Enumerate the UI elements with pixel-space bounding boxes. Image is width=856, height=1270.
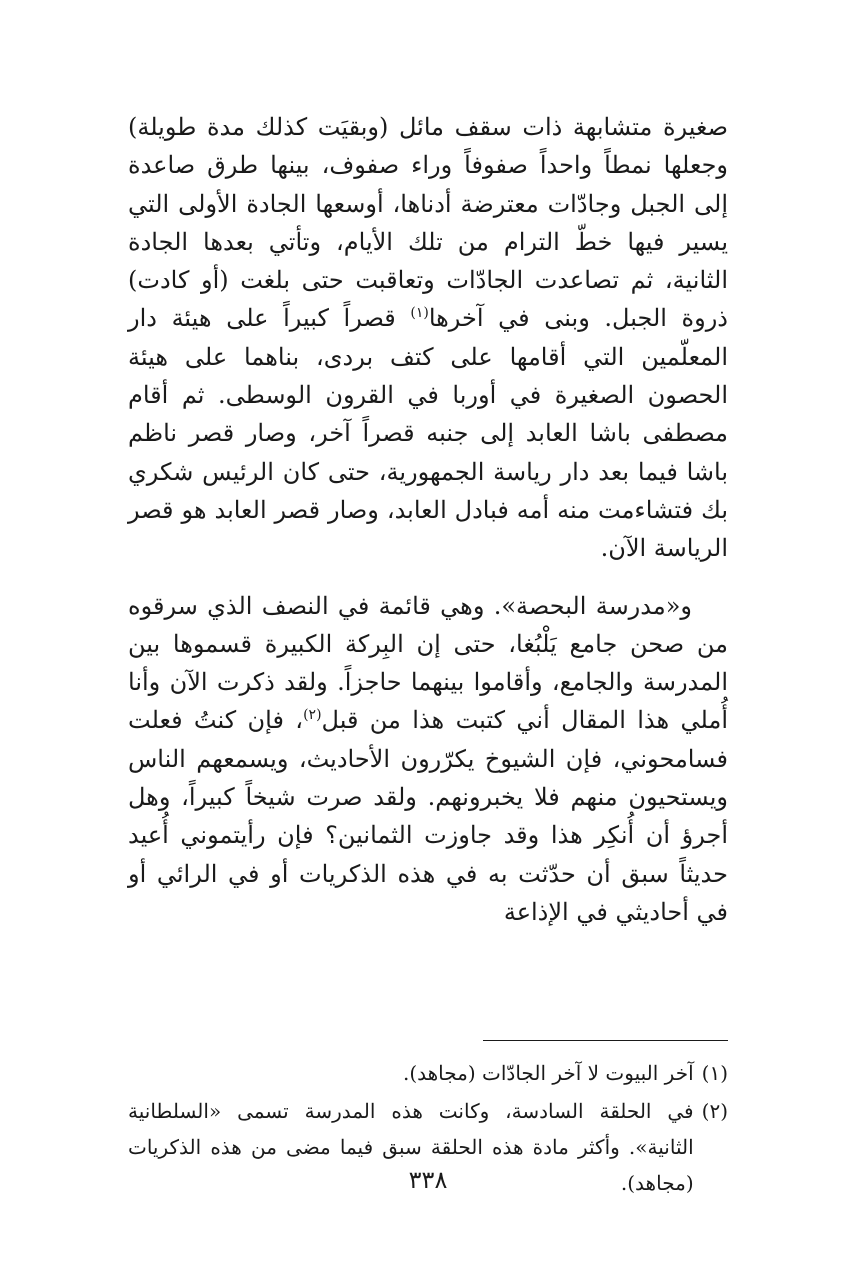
footnote-number: (١) [701, 1061, 728, 1085]
footnote-1 [128, 1055, 728, 1091]
footnote-ref-1: (١) [410, 305, 429, 322]
footnote-text: في الحلقة السادسة، وكانت هذه المدرسة تسمى «السلطانية الثانية». وأكثر مادة هذه الحلقة سبق فيما مضى من هذه الذكريات (مجاهد). [128, 1099, 694, 1195]
paragraph-1 [128, 108, 728, 568]
paragraph-text: ، فإن كنتُ فعلت فسامحوني، فإن الشيوخ يكرّرون الأحاديث، ويسمعهم الناس ويستحيون منهم فلا يخبرونهم. ولقد صرت شيخاً كبيراً، وهل أجرؤ أن أُنكِر هذا وقد جاوزت الثمانين؟ فإن رأيتموني أُعيد حديثاً سبق أن حدّثت به في هذه الذكريات أو في الرائي أو في أحاديثي في الإذاعة [128, 706, 728, 926]
paragraph-text: و«مدرسة البحصة». وهي قائمة في النصف الذي سرقوه من صحن جامع يَلْبُغا، حتى إن البِركة الكبيرة قسموها بين المدرسة والجامع، وأقاموا بينهما حاجزاً. ولقد ذكرت الآن وأنا أُملي هذا المقال أني كتبت هذا من قبل [128, 591, 729, 735]
paragraph-text: صغيرة متشابهة ذات سقف مائل (وبقيَت كذلك مدة طويلة) وجعلها نمطاً واحداً صفوفاً وراء صفوف، بينها طرق صاعدة إلى الجبل وجادّات معترضة أدناها، أوسعها الجادة الأولى التي يسير فيها خطّ الترام من تلك الأيام، وتأتي بعدها الجادة الثانية، ثم تصاعدت الجادّات وتعاقبت حتى بلغت (أو كادت) ذروة الجبل. وبنى في آخرها [128, 113, 728, 333]
page-number: ٣٣٨ [408, 1166, 448, 1194]
footnote-text: آخر البيوت لا آخر الجادّات (مجاهد). [402, 1061, 694, 1085]
main-text [128, 108, 728, 931]
footnote-separator [483, 1040, 728, 1041]
footnote-ref-2: (٢) [303, 707, 322, 724]
footnote-number: (٢) [701, 1099, 728, 1123]
paragraph-text: قصراً كبيراً على هيئة دار المعلّمين التي أقامها على كتف بردى، بناهما على هيئة الحصون الصغيرة في أوربا في القرون الوسطى. ثم أقام مصطفى باشا العابد إلى جنبه قصراً آخر، وصار قصر ناظم باشا فيما بعد دار رياسة الجمهورية، حتى كان الرئيس شكري بك فتشاءمت منه أمه فبادل العابد، وصار قصر العابد هو قصر الرياسة الآن. [128, 304, 728, 563]
paragraph-2 [128, 587, 728, 932]
